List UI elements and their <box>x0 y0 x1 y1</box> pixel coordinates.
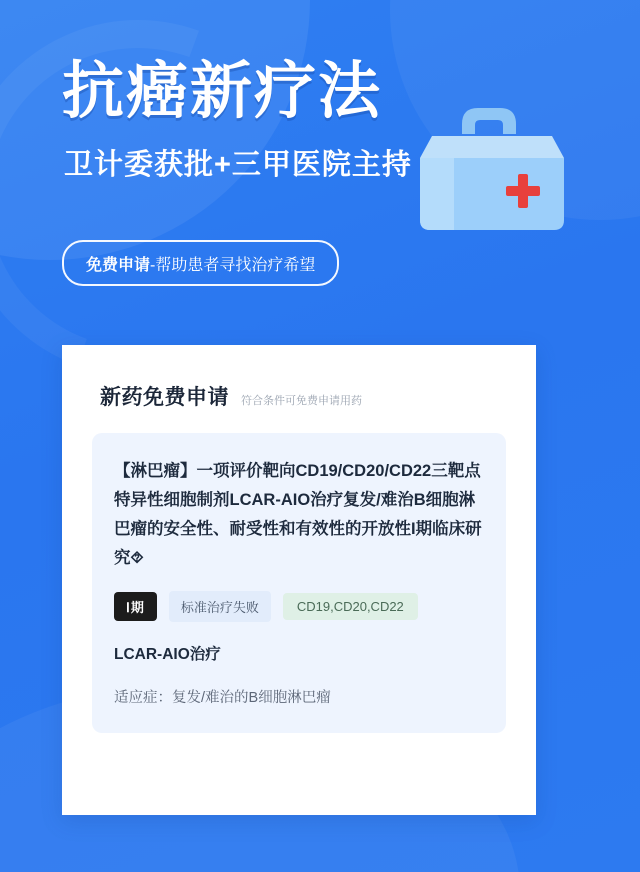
trial-treatment: LCAR-AIO治疗 <box>114 645 221 663</box>
trial-indication: 适应症：复发/难治的B细胞淋巴瘤 <box>114 689 331 706</box>
card-title: 新药免费申请 <box>100 386 229 409</box>
status-badge-targets: CD19,CD20,CD22 <box>283 593 418 620</box>
trial-title: 【淋巴瘤】一项评价靶向CD19/CD20/CD22三靶点特异性细胞制剂LCAR-AIO治疗复发/难治B细胞淋巴瘤的安全性、耐受性和有效性的开放性I期临床研究⯑ <box>114 462 482 567</box>
cta-rest-label: -帮助患者寻找治疗希望 <box>150 256 316 274</box>
free-application-button[interactable] <box>62 240 339 286</box>
card-note: 符合条件可免费申请用药 <box>241 395 362 407</box>
header <box>0 0 640 274</box>
status-badge-condition: 标准治疗失败 <box>169 591 271 622</box>
cta-strong-label: 免费申请 <box>86 256 151 274</box>
card-header <box>62 345 536 411</box>
medical-kit-icon <box>392 78 582 268</box>
page-title: 抗癌新疗法 <box>62 57 383 126</box>
application-card <box>62 345 536 815</box>
page-subtitle: 卫计委获批+三甲医院主持 <box>64 149 412 182</box>
trial-tag-row <box>114 591 484 622</box>
trial-item[interactable] <box>92 433 506 733</box>
status-badge-phase: Ⅰ期 <box>114 592 157 621</box>
